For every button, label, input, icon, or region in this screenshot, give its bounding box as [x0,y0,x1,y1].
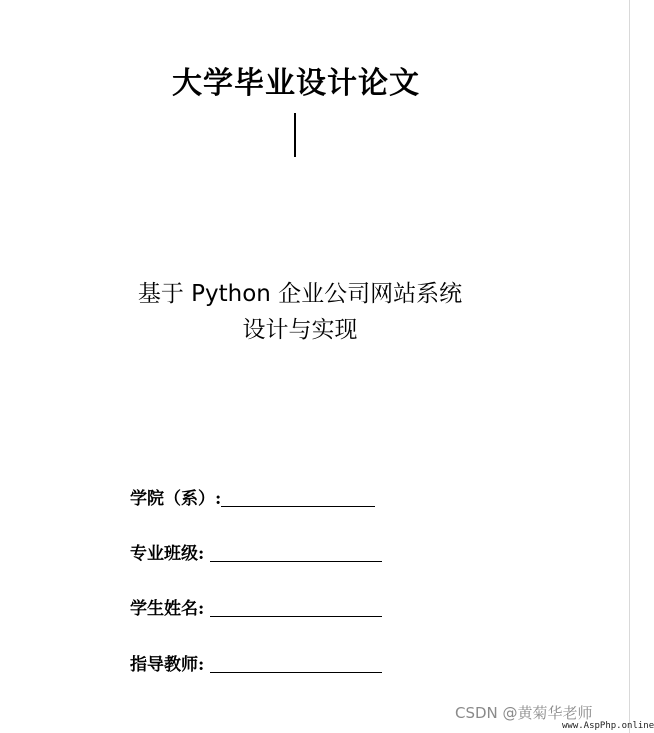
text-cursor [294,113,296,157]
field-student-name-blank[interactable] [210,616,382,617]
site-watermark: www.AspPhp.online [562,721,654,731]
thesis-topic-line-1: 基于 Python 企业公司网站系统 [137,281,463,307]
field-college-label: 学院（系）: [130,489,222,509]
field-student-name [130,592,382,620]
thesis-topic-line-2: 设计与实现 [242,317,358,343]
csdn-watermark: CSDN @黄菊华老师 [455,704,593,722]
field-college-blank[interactable] [221,506,375,507]
field-major-class [130,537,382,565]
field-major-class-blank[interactable] [210,561,382,562]
field-advisor [130,648,382,676]
field-major-class-label: 专业班级: [130,544,205,564]
field-student-name-label: 学生姓名: [130,599,205,619]
field-advisor-label: 指导教师: [130,655,205,675]
document-title: 大学毕业设计论文 [172,66,420,101]
field-advisor-blank[interactable] [210,672,382,673]
page-edge [629,0,630,733]
field-college [130,482,375,510]
